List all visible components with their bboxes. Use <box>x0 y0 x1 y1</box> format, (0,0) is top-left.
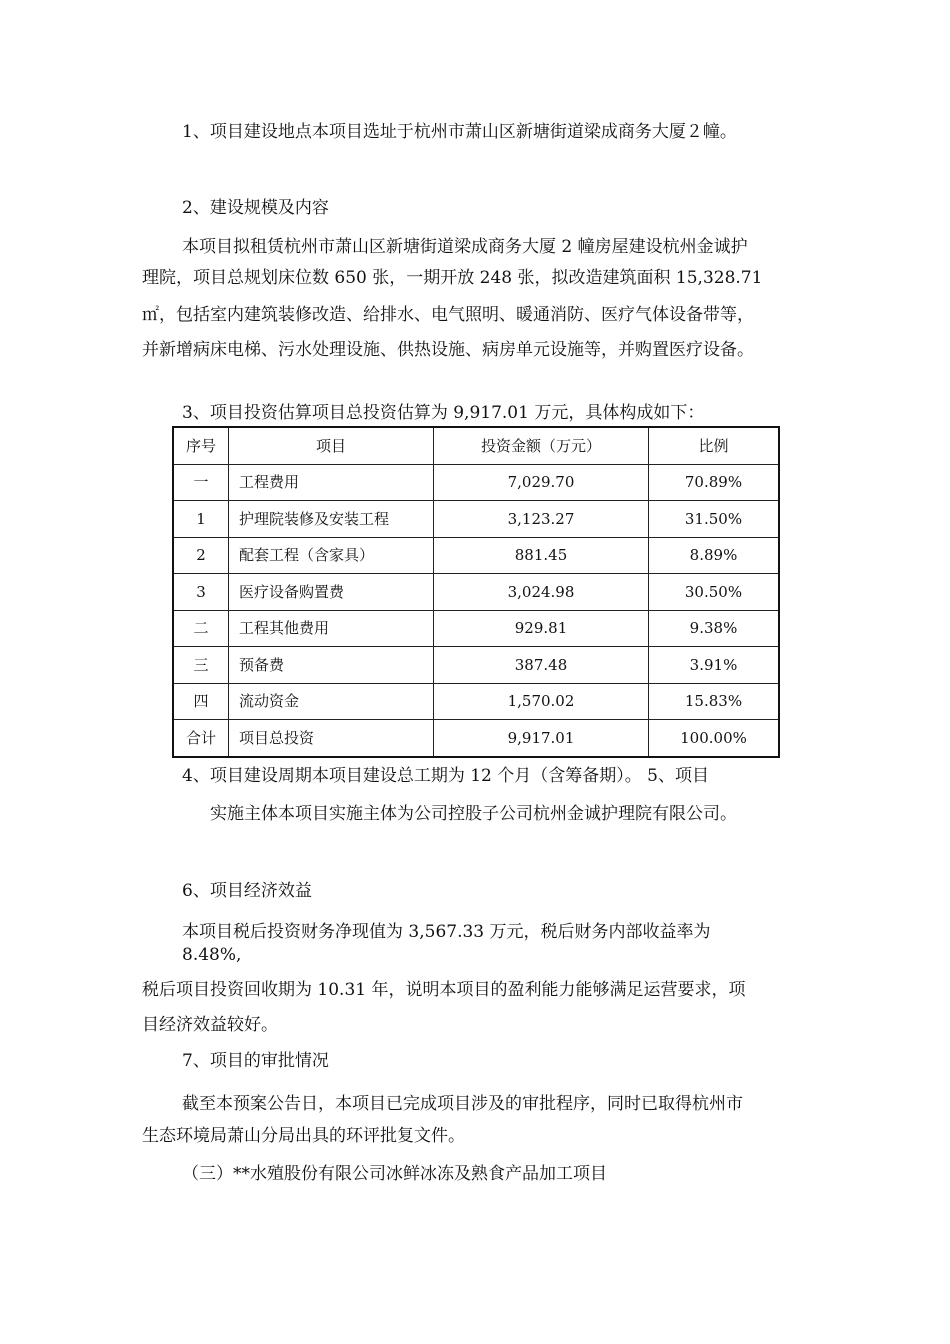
table-cell: 9,917.01 <box>434 720 649 757</box>
table-row <box>173 683 779 720</box>
paragraph-scale-line: 理院，项目总规划床位数 650 张，一期开放 248 张，拟改造建筑面积 15,328.71 <box>142 268 763 288</box>
paragraph-scale-line: 并新增病床电梯、污水处理设施、供热设施、病房单元设施等，并购置医疗设备。 <box>142 340 754 360</box>
table-cell: 预备费 <box>229 647 434 684</box>
table-cell: 工程费用 <box>229 464 434 501</box>
heading-section-three: （三）**水殖股份有限公司冰鲜冰冻及熟食产品加工项目 <box>182 1164 607 1184</box>
table-cell: 15.83% <box>649 683 780 720</box>
table-cell: 3 <box>173 574 229 611</box>
header-cell: 比例 <box>649 427 780 464</box>
table-cell: 8.89% <box>649 537 780 574</box>
table-cell: 三 <box>173 647 229 684</box>
table-cell: 二 <box>173 610 229 647</box>
table-header-row <box>173 427 779 464</box>
table-cell: 工程其他费用 <box>229 610 434 647</box>
table-total-row <box>173 720 779 757</box>
heading-approval: 7、项目的审批情况 <box>182 1051 329 1071</box>
header-cell: 序号 <box>173 427 229 464</box>
paragraph-approval-line: 生态环境局萧山分局出具的环评批复文件。 <box>142 1126 465 1146</box>
header-cell: 项目 <box>229 427 434 464</box>
paragraph-investment: 3、项目投资估算项目总投资估算为 9,917.01 万元，具体构成如下： <box>182 403 705 423</box>
table-cell: 配套工程（含家具） <box>229 537 434 574</box>
table-cell: 881.45 <box>434 537 649 574</box>
paragraph-period: 4、项目建设周期本项目建设总工期为 12 个月（含筹备期）。 5、项目 <box>182 766 709 786</box>
table-cell: 3,123.27 <box>434 501 649 538</box>
table-row <box>173 501 779 538</box>
paragraph-benefit-line: 本项目税后投资财务净现值为 3,567.33 万元，税后财务内部收益率为 <box>182 922 711 942</box>
paragraph-scale-line: ㎡，包括室内建筑装修改造、给排水、电气照明、暖通消防、医疗气体设备带等， <box>142 305 754 325</box>
table-cell: 3,024.98 <box>434 574 649 611</box>
table-cell: 929.81 <box>434 610 649 647</box>
paragraph-benefit-line: 8.48%, <box>182 945 242 965</box>
heading-economic-benefit: 6、项目经济效益 <box>182 881 312 901</box>
table-cell: 30.50% <box>649 574 780 611</box>
table-row <box>173 647 779 684</box>
table-cell: 3.91% <box>649 647 780 684</box>
table-cell: 2 <box>173 537 229 574</box>
table-cell: 1,570.02 <box>434 683 649 720</box>
heading-scale: 2、建设规模及内容 <box>182 198 329 218</box>
header-cell: 投资金额（万元） <box>434 427 649 464</box>
paragraph-location: 1、项目建设地点本项目选址于杭州市萧山区新塘街道梁成商务大厦２幢。 <box>182 122 737 142</box>
table-cell: 流动资金 <box>229 683 434 720</box>
table-row <box>173 537 779 574</box>
paragraph-scale-line: 本项目拟租赁杭州市萧山区新塘街道梁成商务大厦 2 幢房屋建设杭州金诚护 <box>182 237 748 257</box>
paragraph-entity: 实施主体本项目实施主体为公司控股子公司杭州金诚护理院有限公司。 <box>210 804 737 824</box>
paragraph-benefit-line: 目经济效益较好。 <box>142 1015 278 1035</box>
table-cell: 70.89% <box>649 464 780 501</box>
table-cell: 7,029.70 <box>434 464 649 501</box>
paragraph-benefit-line: 税后项目投资回收期为 10.31 年，说明本项目的盈利能力能够满足运营要求，项 <box>142 980 746 1000</box>
table-cell: 1 <box>173 501 229 538</box>
table-cell: 一 <box>173 464 229 501</box>
table-cell: 387.48 <box>434 647 649 684</box>
table-cell: 31.50% <box>649 501 780 538</box>
table-cell: 9.38% <box>649 610 780 647</box>
paragraph-approval-line: 截至本预案公告日，本项目已完成项目涉及的审批程序，同时已取得杭州市 <box>182 1094 743 1114</box>
table-row <box>173 610 779 647</box>
table-cell: 四 <box>173 683 229 720</box>
table-row <box>173 574 779 611</box>
table-cell: 护理院装修及安装工程 <box>229 501 434 538</box>
table-cell: 项目总投资 <box>229 720 434 757</box>
table-cell: 合计 <box>173 720 229 757</box>
table-cell: 100.00% <box>649 720 780 757</box>
investment-table <box>172 426 780 758</box>
table-cell: 医疗设备购置费 <box>229 574 434 611</box>
table-row <box>173 464 779 501</box>
